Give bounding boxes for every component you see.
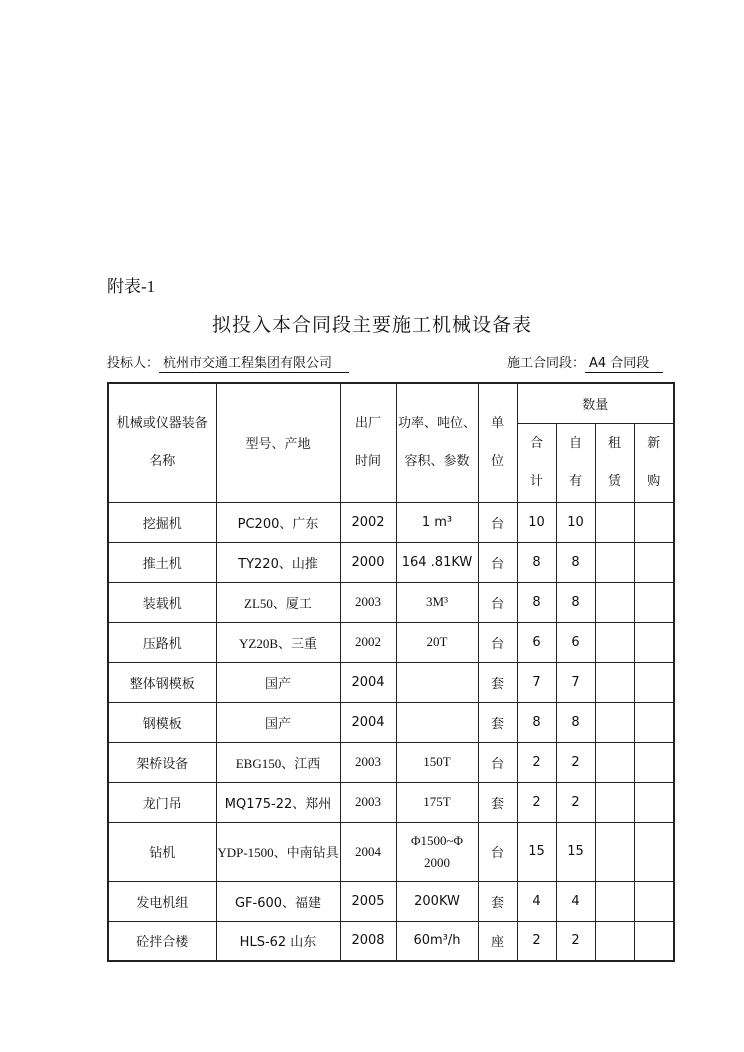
cell-unit: 座 — [478, 921, 517, 961]
cell-name: 砼拌合楼 — [108, 921, 216, 961]
cell-power-line2: 2000 — [424, 854, 450, 870]
cell-power: 175T — [396, 782, 478, 822]
header-year — [340, 383, 396, 502]
cell-total: 15 — [517, 822, 556, 881]
cell-power: 3M³ — [396, 582, 478, 622]
cell-own: 10 — [556, 502, 595, 542]
table-row — [108, 702, 674, 742]
header-unit — [478, 383, 517, 502]
cell-power: 200KW — [396, 881, 478, 921]
table-row — [108, 742, 674, 782]
header-unit-line1: 单 — [490, 415, 504, 431]
cell-year: 2003 — [340, 582, 396, 622]
cell-unit: 台 — [478, 742, 517, 782]
table-row — [108, 662, 674, 702]
header-power — [396, 383, 478, 502]
cell-own: 8 — [556, 582, 595, 622]
appendix-label: 附表-1 — [107, 277, 156, 296]
cell-model: HLS-62 山东 — [216, 921, 340, 961]
cell-unit: 套 — [478, 881, 517, 921]
header-year-line1: 出厂 — [354, 415, 381, 431]
cell-total: 2 — [517, 921, 556, 961]
cell-name: 架桥设备 — [108, 742, 216, 782]
cell-own: 7 — [556, 662, 595, 702]
cell-model: TY220、山推 — [216, 542, 340, 582]
cell-year: 2002 — [340, 502, 396, 542]
cell-rent — [595, 921, 634, 961]
header-rent — [595, 423, 634, 502]
cell-new — [634, 822, 674, 881]
cell-year: 2008 — [340, 921, 396, 961]
header-new-2: 购 — [647, 473, 661, 489]
cell-total: 8 — [517, 582, 556, 622]
section-label: 施工合同段： — [507, 356, 586, 371]
cell-model: YDP-1500、中南钻具 — [216, 822, 340, 881]
cell-rent — [595, 702, 634, 742]
cell-unit: 套 — [478, 662, 517, 702]
cell-year: 2000 — [340, 542, 396, 582]
table-row — [108, 582, 674, 622]
bidder-value: 杭州市交通工程集团有限公司 — [159, 356, 349, 373]
header-rent-2: 赁 — [607, 473, 621, 489]
cell-unit: 套 — [478, 702, 517, 742]
cell-model: EBG150、江西 — [216, 742, 340, 782]
cell-model: MQ175-22、郑州 — [216, 782, 340, 822]
cell-total: 4 — [517, 881, 556, 921]
cell-unit: 套 — [478, 782, 517, 822]
cell-unit: 台 — [478, 822, 517, 881]
cell-rent — [595, 782, 634, 822]
cell-model: ZL50、厦工 — [216, 582, 340, 622]
cell-own: 2 — [556, 921, 595, 961]
cell-power: 20T — [396, 622, 478, 662]
cell-power: 60m³/h — [396, 921, 478, 961]
cell-name: 压路机 — [108, 622, 216, 662]
header-total-2: 计 — [529, 473, 543, 489]
cell-rent — [595, 662, 634, 702]
cell-own: 4 — [556, 881, 595, 921]
cell-new — [634, 702, 674, 742]
cell-new — [634, 622, 674, 662]
cell-unit: 台 — [478, 502, 517, 542]
header-year-line2: 时间 — [354, 453, 381, 469]
cell-name: 龙门吊 — [108, 782, 216, 822]
header-name-line1: 机械或仪器装备 — [116, 415, 208, 431]
cell-new — [634, 582, 674, 622]
cell-power: 1 m³ — [396, 502, 478, 542]
bidder-line — [107, 352, 349, 373]
header-own-1: 自 — [568, 435, 582, 451]
cell-power: 164 .81KW — [396, 542, 478, 582]
cell-year: 2005 — [340, 881, 396, 921]
cell-unit: 台 — [478, 622, 517, 662]
table-row — [108, 881, 674, 921]
header-row — [108, 383, 674, 423]
header-rent-1: 租 — [607, 435, 621, 451]
page-title: 拟投入本合同段主要施工机械设备表 — [211, 314, 532, 336]
header-new-1: 新 — [647, 435, 661, 451]
cell-name: 推土机 — [108, 542, 216, 582]
cell-power-line1: Φ1500~Φ — [410, 832, 464, 848]
header-name — [108, 383, 216, 502]
header-name-line2: 名称 — [149, 453, 176, 469]
equipment-table — [107, 382, 675, 962]
cell-year: 2004 — [340, 662, 396, 702]
cell-power: 150T — [396, 742, 478, 782]
cell-year: 2003 — [340, 742, 396, 782]
cell-name: 发电机组 — [108, 881, 216, 921]
table-row — [108, 502, 674, 542]
header-quantity: 数量 — [517, 383, 674, 423]
table-row — [108, 782, 674, 822]
cell-rent — [595, 822, 634, 881]
header-power-line2: 容积、参数 — [404, 453, 470, 469]
header-own — [556, 423, 595, 502]
table-row — [108, 822, 674, 881]
cell-year: 2004 — [340, 822, 396, 881]
cell-name: 钢模板 — [108, 702, 216, 742]
cell-total: 2 — [517, 742, 556, 782]
header-unit-line2: 位 — [490, 453, 504, 469]
cell-model: YZ20B、三重 — [216, 622, 340, 662]
cell-new — [634, 881, 674, 921]
cell-power — [396, 822, 478, 881]
cell-total: 6 — [517, 622, 556, 662]
header-power-line1: 功率、吨位、 — [397, 415, 476, 431]
cell-model: PC200、广东 — [216, 502, 340, 542]
table-row — [108, 542, 674, 582]
cell-total: 2 — [517, 782, 556, 822]
table-row — [108, 921, 674, 961]
header-total — [517, 423, 556, 502]
cell-year: 2004 — [340, 702, 396, 742]
header-model: 型号、产地 — [216, 383, 340, 502]
cell-own: 6 — [556, 622, 595, 662]
cell-unit: 台 — [478, 542, 517, 582]
header-own-2: 有 — [568, 473, 582, 489]
cell-new — [634, 662, 674, 702]
cell-own: 2 — [556, 782, 595, 822]
cell-rent — [595, 742, 634, 782]
bidder-label: 投标人： — [107, 356, 160, 371]
cell-rent — [595, 542, 634, 582]
cell-own: 8 — [556, 702, 595, 742]
cell-model: 国产 — [216, 662, 340, 702]
cell-unit: 台 — [478, 582, 517, 622]
cell-rent — [595, 502, 634, 542]
cell-own: 2 — [556, 742, 595, 782]
header-new — [634, 423, 674, 502]
cell-rent — [595, 622, 634, 662]
cell-name: 钻机 — [108, 822, 216, 881]
cell-name: 挖掘机 — [108, 502, 216, 542]
cell-name: 整体钢模板 — [108, 662, 216, 702]
cell-new — [634, 502, 674, 542]
header-total-1: 合 — [529, 435, 543, 451]
section-line — [507, 352, 663, 373]
cell-rent — [595, 881, 634, 921]
cell-new — [634, 782, 674, 822]
cell-own: 15 — [556, 822, 595, 881]
cell-total: 8 — [517, 542, 556, 582]
cell-own: 8 — [556, 542, 595, 582]
cell-name: 装载机 — [108, 582, 216, 622]
cell-year: 2002 — [340, 622, 396, 662]
cell-new — [634, 542, 674, 582]
cell-year: 2003 — [340, 782, 396, 822]
cell-model: 国产 — [216, 702, 340, 742]
cell-total: 8 — [517, 702, 556, 742]
cell-rent — [595, 582, 634, 622]
cell-total: 10 — [517, 502, 556, 542]
cell-power — [396, 662, 478, 702]
cell-model: GF-600、福建 — [216, 881, 340, 921]
table-row — [108, 622, 674, 662]
cell-new — [634, 921, 674, 961]
section-value: A4 合同段 — [585, 356, 663, 373]
cell-new — [634, 742, 674, 782]
cell-power — [396, 702, 478, 742]
cell-total: 7 — [517, 662, 556, 702]
